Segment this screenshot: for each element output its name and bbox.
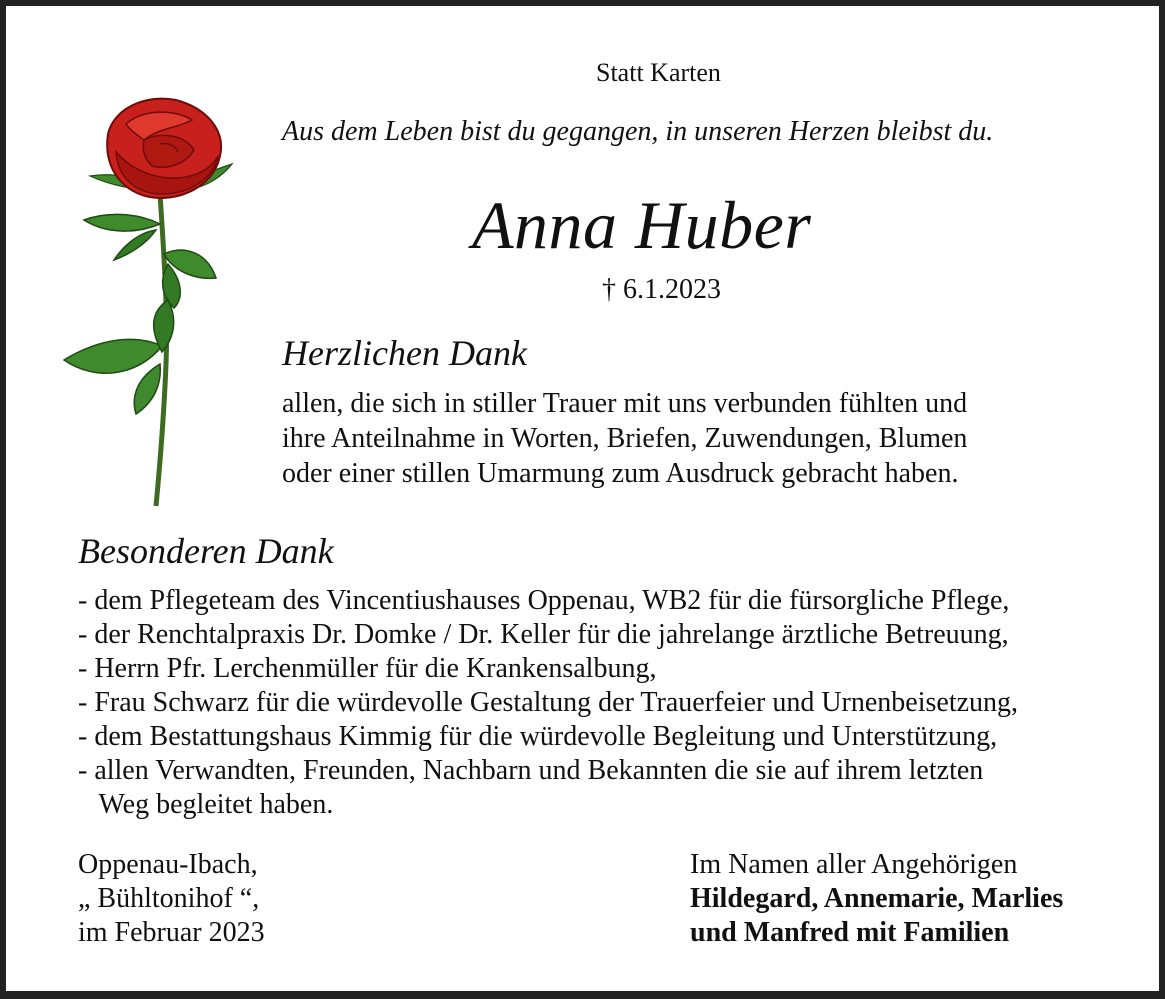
special-thanks-heading: Besonderen Dank xyxy=(78,531,334,571)
list-item: Weg begleitet haben. xyxy=(78,789,334,820)
signers-names-line2: und Manfred mit Familien xyxy=(690,917,1010,948)
signers-names-line1: Hildegard, Annemarie, Marlies xyxy=(690,883,1064,914)
memorial-motto: Aus dem Leben bist du gegangen, in unseren Herzen bleibst du. xyxy=(282,116,994,147)
list-item: - Herrn Pfr. Lerchenmüller für die Krankensalbung, xyxy=(78,653,657,684)
place-line: Oppenau-Ibach, xyxy=(78,849,258,880)
rose-icon xyxy=(56,94,236,514)
thanks-line: allen, die sich in stiller Trauer mit uns verbunden fühlten und xyxy=(282,388,968,419)
thanks-heading: Herzlichen Dank xyxy=(282,333,527,373)
list-item: - dem Bestattungshaus Kimmig für die würdevolle Begleitung und Unterstützung, xyxy=(78,721,998,752)
thanks-text xyxy=(282,386,967,491)
thanks-line: oder einer stillen Umarmung zum Ausdruck gebracht haben. xyxy=(282,458,959,489)
signers xyxy=(690,848,1063,950)
list-item: - allen Verwandten, Freunden, Nachbarn und Bekannten die sie auf ihrem letzten xyxy=(78,755,984,786)
list-item: - dem Pflegeteam des Vincentiushauses Oppenau, WB2 für die fürsorgliche Pflege, xyxy=(78,585,1010,616)
thanks-line: ihre Anteilnahme in Worten, Briefen, Zuwendungen, Blumen xyxy=(282,423,968,454)
special-thanks-list xyxy=(78,584,1018,822)
death-date: † 6.1.2023 xyxy=(602,274,721,305)
signers-intro: Im Namen aller Angehörigen xyxy=(690,849,1018,880)
place-and-date xyxy=(78,848,265,950)
place-line: „ Bühltonihof “, xyxy=(78,883,260,914)
place-line: im Februar 2023 xyxy=(78,917,265,948)
list-item: - Frau Schwarz für die würdevolle Gestaltung der Trauerfeier und Urnenbeisetzung, xyxy=(78,687,1019,718)
deceased-name: Anna Huber xyxy=(472,187,812,263)
list-item: - der Renchtalpraxis Dr. Domke / Dr. Keller für die jahrelange ärztliche Betreuung, xyxy=(78,619,1009,650)
header-statt-karten: Statt Karten xyxy=(596,58,721,87)
